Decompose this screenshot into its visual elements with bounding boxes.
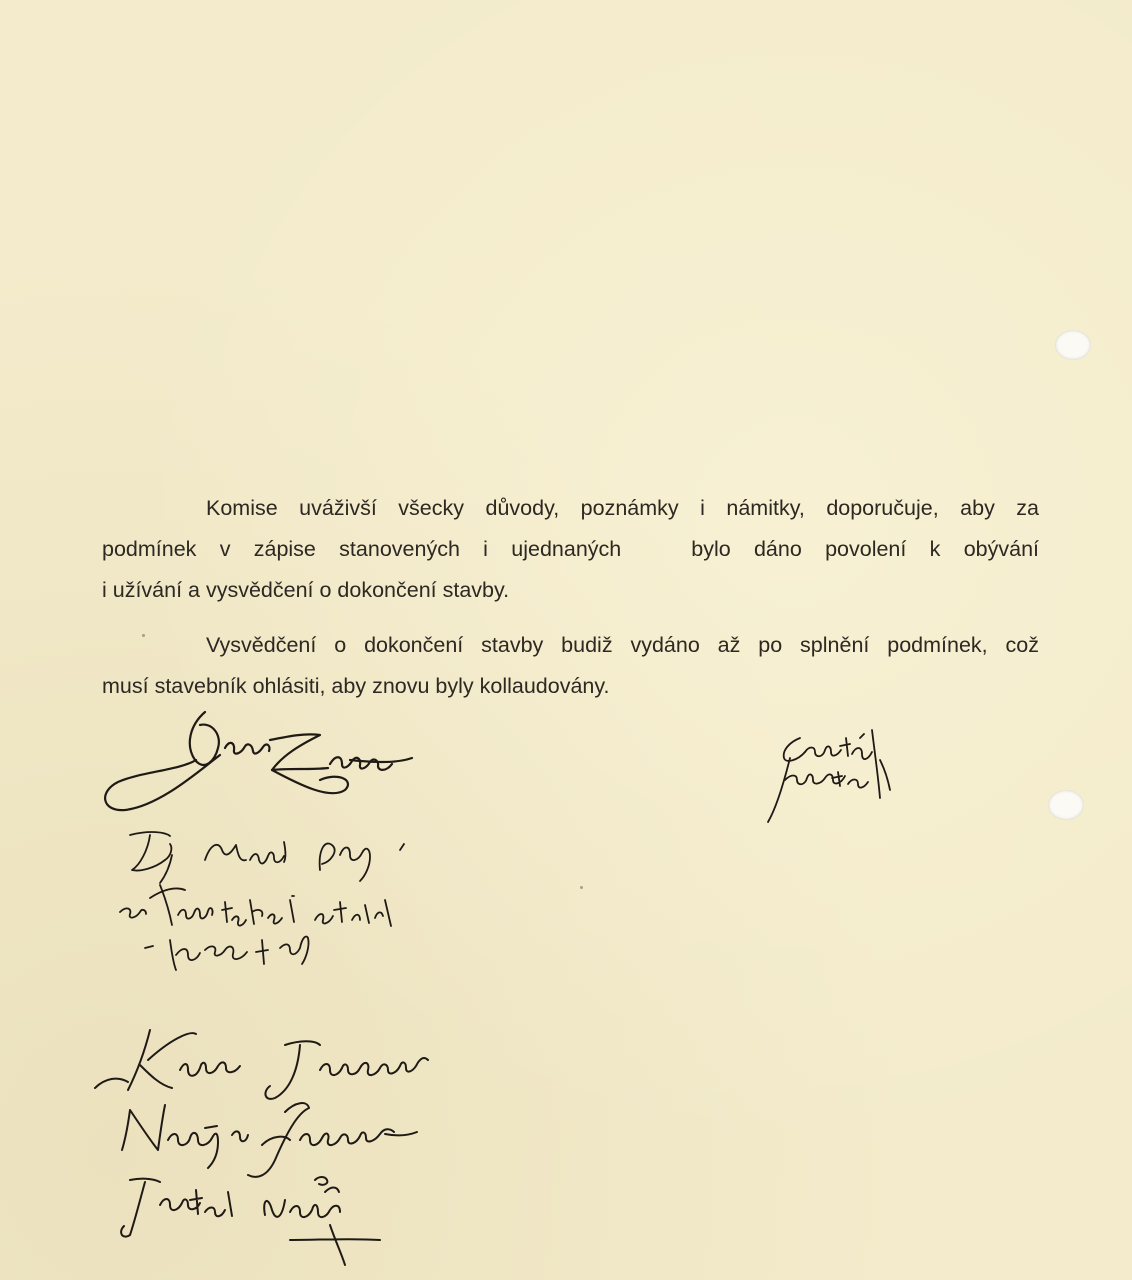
paragraph-1-line-1: Komise uváživší všecky důvody, poznámky i námitky, doporučuje, aby za <box>206 496 1039 520</box>
paragraph-1 <box>102 488 1039 611</box>
signature-pavel-zeman <box>105 712 412 810</box>
paragraph-2 <box>102 625 1039 707</box>
signature-vojtech-nemec <box>121 1177 380 1265</box>
paragraph-2-line-1: Vysvědčení o dokončení stavby budiž vydáno až po splnění podmínek, což <box>206 633 1039 657</box>
paper-speck <box>142 634 145 637</box>
punch-hole-bottom <box>1048 790 1084 820</box>
signature-mikulas <box>120 832 404 970</box>
document-body <box>102 488 1039 707</box>
punch-hole-top <box>1055 330 1091 360</box>
paragraph-1-line-2: podmínek v zápise stanovených i ujednaných bylo dáno povolení k obývání <box>102 537 1039 561</box>
paragraph-2-line-2: musí stavebník ohlásiti, aby znovu byly kollaudovány. <box>102 674 610 698</box>
signature-novotny-jaroslav <box>122 1103 417 1177</box>
paragraph-1-line-3: i užívání a vysvědčení o dokončení stavby. <box>102 578 510 602</box>
signature-starosta <box>768 730 890 822</box>
paper-speck <box>580 886 583 889</box>
signature-kunc-jaroslav <box>95 1030 428 1099</box>
